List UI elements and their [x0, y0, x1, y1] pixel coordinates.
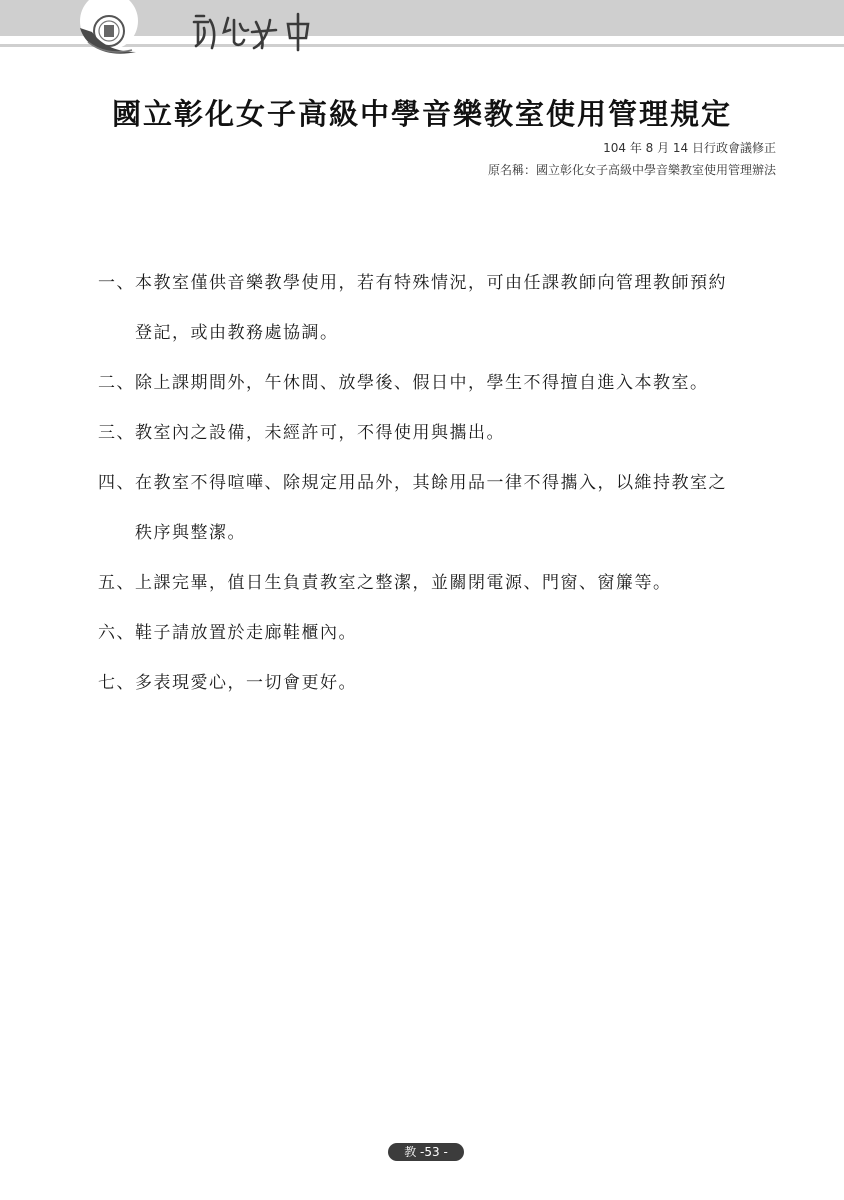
regulation-item-2	[98, 358, 788, 408]
item-number: 三、	[98, 423, 135, 443]
calligraphy-school-name	[190, 10, 320, 54]
item-number: 五、	[98, 573, 135, 593]
regulation-item-3	[98, 408, 788, 458]
regulation-item-5	[98, 558, 788, 608]
item-number: 四、	[98, 473, 135, 493]
amendment-note: 104 年 8 月 14 日行政會議修正	[603, 141, 776, 155]
item-text-line: 教室內之設備，未經許可，不得使用與攜出。	[135, 423, 505, 443]
regulation-list	[98, 258, 788, 708]
wing-swoosh-icon	[74, 12, 154, 62]
regulation-item-6	[98, 608, 788, 658]
item-text-line: 多表現愛心，一切會更好。	[135, 673, 357, 693]
original-name-note: 原名稱：國立彰化女子高級中學音樂教室使用管理辦法	[487, 163, 776, 177]
item-number: 二、	[98, 373, 135, 393]
item-text-line: 鞋子請放置於走廊鞋櫃內。	[135, 623, 357, 643]
item-text-line: 登記，或由教務處協調。	[135, 323, 339, 343]
item-number: 七、	[98, 673, 135, 693]
item-number: 一、	[98, 273, 135, 293]
item-text-line: 秩序與整潔。	[135, 523, 246, 543]
regulation-item-4	[98, 458, 788, 558]
document-title: 國立彰化女子高級中學音樂教室使用管理規定	[111, 97, 732, 131]
item-text-line: 除上課期間外，午休間、放學後、假日中，學生不得擅自進入本教室。	[135, 373, 709, 393]
regulation-item-1	[98, 258, 788, 358]
page-number-badge: 教 -53 -	[388, 1143, 464, 1161]
item-text-line: 在教室不得喧嘩、除規定用品外，其餘用品一律不得攜入，以維持教室之	[135, 473, 727, 493]
item-number: 六、	[98, 623, 135, 643]
item-text-line: 上課完畢，值日生負責教室之整潔，並關閉電源、門窗、窗簾等。	[135, 573, 672, 593]
regulation-item-7	[98, 658, 788, 708]
item-text-line: 本教室僅供音樂教學使用，若有特殊情況，可由任課教師向管理教師預約	[135, 273, 727, 293]
school-logo	[60, 0, 210, 62]
